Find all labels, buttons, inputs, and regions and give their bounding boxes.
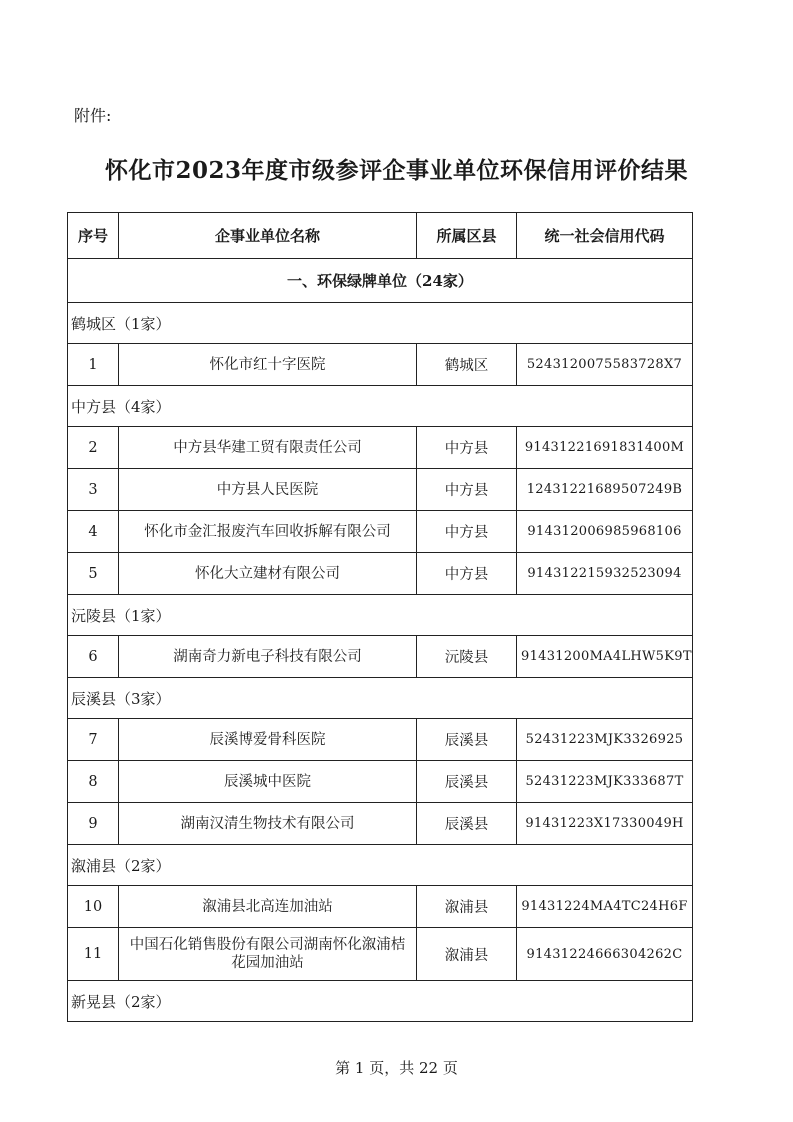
table-row [68,427,693,469]
header-code: 统一社会信用代码 [517,213,693,259]
district-label: 中方县（4家） [68,386,693,427]
cell-name: 湖南汉清生物技术有限公司 [119,803,417,845]
cell-index: 1 [68,344,119,386]
cell-index: 2 [68,427,119,469]
table-row [68,761,693,803]
header-index: 序号 [68,213,119,259]
district-label: 鹤城区（1家） [68,303,693,344]
cell-code: 91431223X17330049H [517,803,693,845]
table-row [68,469,693,511]
cell-code: 914312006985968106 [517,511,693,553]
cell-district: 溆浦县 [417,886,517,928]
cell-code: 52431223MJK333687T [517,761,693,803]
cell-district: 鹤城区 [417,344,517,386]
results-table [67,212,693,1022]
page-footer: 第 1 页，共 22 页 [335,1059,458,1077]
document-title: 怀化市2023年度市级参评企事业单位环保信用评价结果 [104,157,688,184]
table-header-row [68,213,693,259]
cell-code: 91431224MA4TC24H6F [517,886,693,928]
header-name: 企事业单位名称 [119,213,417,259]
cell-district: 中方县 [417,511,517,553]
cell-index: 8 [68,761,119,803]
district-row [68,595,693,636]
district-label: 沅陵县（1家） [68,595,693,636]
cell-index: 5 [68,553,119,595]
cell-district: 中方县 [417,469,517,511]
cell-index: 9 [68,803,119,845]
table-row [68,886,693,928]
cell-name: 怀化市红十字医院 [119,344,417,386]
table-body [68,259,693,1022]
cell-name: 辰溪城中医院 [119,761,417,803]
cell-code: 5243120075583728X7 [517,344,693,386]
cell-index: 7 [68,719,119,761]
cell-district: 辰溪县 [417,803,517,845]
table-row [68,719,693,761]
district-label: 溆浦县（2家） [68,845,693,886]
cell-name: 中方县华建工贸有限责任公司 [119,427,417,469]
cell-name: 怀化市金汇报废汽车回收拆解有限公司 [119,511,417,553]
cell-name: 溆浦县北高连加油站 [119,886,417,928]
header-district: 所属区县 [417,213,517,259]
cell-index: 4 [68,511,119,553]
cell-name: 中国石化销售股份有限公司湖南怀化溆浦桔花园加油站 [119,928,417,981]
cell-code: 52431223MJK3326925 [517,719,693,761]
cell-code: 91431200MA4LHW5K9T [517,636,693,678]
district-row [68,678,693,719]
cell-index: 11 [68,928,119,981]
district-label: 新晃县（2家） [68,981,693,1022]
district-row [68,303,693,344]
group-title-row [68,259,693,303]
group-title: 一、环保绿牌单位（24家） [68,259,693,303]
cell-district: 沅陵县 [417,636,517,678]
district-row [68,386,693,427]
cell-code: 12431221689507249B [517,469,693,511]
cell-name: 怀化大立建材有限公司 [119,553,417,595]
table-row [68,636,693,678]
cell-code: 91431221691831400M [517,427,693,469]
cell-district: 溆浦县 [417,928,517,981]
table-row [68,344,693,386]
cell-district: 中方县 [417,427,517,469]
table-row [68,511,693,553]
cell-code: 914312215932523094 [517,553,693,595]
table-row [68,553,693,595]
district-row [68,845,693,886]
results-table-container [67,212,692,1022]
district-label: 辰溪县（3家） [68,678,693,719]
table-row [68,803,693,845]
cell-code: 91431224666304262C [517,928,693,981]
table-row [68,928,693,981]
cell-district: 中方县 [417,553,517,595]
cell-index: 3 [68,469,119,511]
cell-name: 湖南奇力新电子科技有限公司 [119,636,417,678]
cell-district: 辰溪县 [417,761,517,803]
attachment-label: 附件: [74,106,112,125]
cell-district: 辰溪县 [417,719,517,761]
cell-index: 10 [68,886,119,928]
cell-index: 6 [68,636,119,678]
cell-name: 辰溪博爱骨科医院 [119,719,417,761]
district-row [68,981,693,1022]
cell-name: 中方县人民医院 [119,469,417,511]
